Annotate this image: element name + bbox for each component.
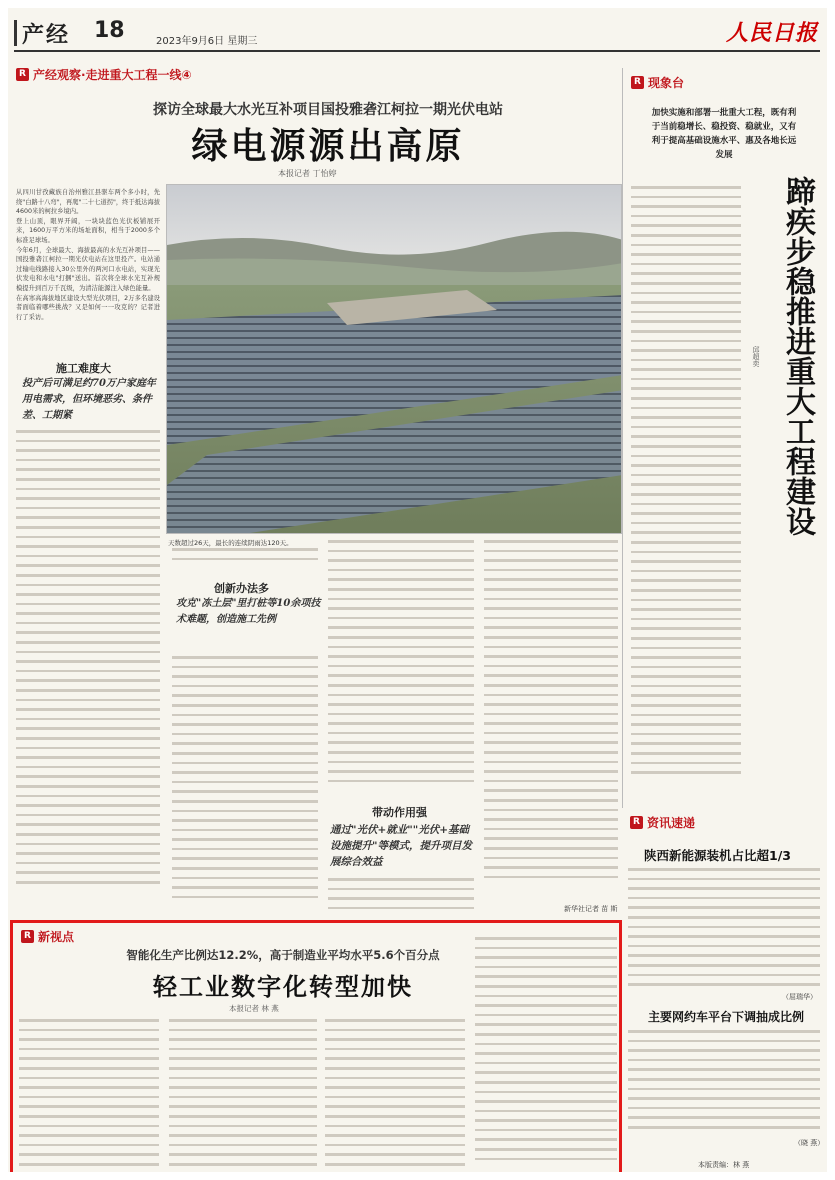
feature-byline: 本报记者 林 燕 (229, 1004, 279, 1013)
lead-paragraph: 从四川甘孜藏族自治州雅江县驱车两个多小时，先绕"白路十八弯"，再爬"二十七道拐"，终于抵达海拔4600米的柯拉乡境内。 (16, 189, 160, 216)
news-item-title: 主要网约车平台下调抽成比例 (648, 1010, 805, 1024)
solar-farm-photo (166, 184, 622, 534)
series-tag (16, 66, 192, 83)
text-column (484, 540, 618, 900)
text-column (16, 430, 160, 914)
text-column (325, 1019, 465, 1171)
lead-byline: 本报记者 丁怡婷 (278, 169, 337, 178)
feature-tag (21, 928, 74, 945)
text-column (19, 1019, 159, 1171)
page-editor: 本版责编：林 燕 (698, 1161, 750, 1169)
text-column (169, 1019, 317, 1171)
linkage-deck: 通过"光伏+就业""光伏+基础设施提升"等模式，提升项目发展综合效益 (330, 824, 472, 868)
news-item-title: 陕西新能源装机占比超1/3 (644, 848, 791, 863)
innovation-deck: 攻克"冻土层"里打桩等10余项技术难题，创造施工先例 (176, 598, 321, 625)
news-tag (630, 814, 695, 831)
lead-paragraph: 今年6月，全球最大、海拔最高的水光互补项目——国投雅砻江柯拉一期光伏电站在这里投产。电站通过输电线路接入30公里外的两河口水电站，实现光伏发电和水电"打捆"送出。首次将全球水光互补规模提升到百万千瓦级，为清洁能源注入绿色能量。 (16, 246, 160, 292)
text-column (172, 656, 318, 918)
r-badge-icon: R (630, 816, 643, 829)
page-number: 18 (94, 18, 125, 43)
lead-intro-text (16, 188, 160, 350)
lead-paragraph: 登上山顶，眼界开阔，一块块蓝色光伏板铺展开来，1600万平方米的场址面积，相当于2000多个标准足球场。 (16, 217, 160, 244)
observation-author: 邱超奕 (752, 346, 760, 367)
innovation-heading: 创新办法多 (214, 582, 269, 595)
section-name: 产经 (22, 22, 71, 48)
lead-kicker: 探访全球最大水光互补项目国投雅砻江柯拉一期光伏电站 (153, 102, 503, 118)
feature-kicker: 智能化生产比例达12.2%，高于制造业平均水平5.6个百分点 (126, 948, 440, 962)
newspaper-page (8, 8, 827, 1172)
news-item-signature: （晓 燕） (794, 1139, 825, 1147)
text-column (628, 1030, 820, 1138)
text-column (475, 937, 617, 1171)
observation-column (622, 68, 822, 808)
newspaper-logo: 人民日报 (725, 20, 818, 46)
observation-title: 蹄疾步稳推进重大工程建设 (780, 176, 815, 536)
r-badge-icon: R (16, 68, 29, 81)
series-label: 产经观察·走进重大工程一线④ (33, 68, 192, 82)
masthead (14, 16, 820, 52)
feature-title: 轻工业数字化转型加快 (153, 973, 413, 1001)
text-column (628, 868, 820, 992)
masthead-bar (14, 20, 17, 46)
r-badge-icon: R (631, 76, 644, 89)
text-column (328, 540, 474, 798)
reporter-note: 新华社记者 苗 斯 (564, 905, 618, 913)
feature-tag-label: 新视点 (38, 930, 75, 944)
observation-tag (631, 74, 684, 91)
news-item-signature: （屈瑞华） (782, 993, 817, 1001)
lead-title: 绿电源源出高原 (191, 126, 465, 167)
photo-illustration (167, 185, 622, 534)
lead-paragraph: 在高寒高海拔地区建设大型光伏项目，2万多名建设者面临着哪些挑战？又是如何一一攻克的？记者进行了采访。 (16, 294, 160, 321)
text-column (172, 548, 318, 576)
issue-date: 2023年9月6日 星期三 (156, 36, 258, 47)
news-tag-label: 资讯速递 (647, 816, 696, 830)
text-column (631, 186, 741, 806)
text-column (328, 878, 474, 916)
r-badge-icon: R (21, 930, 34, 943)
observation-tag-label: 现象台 (648, 76, 685, 90)
observation-deck: 加快实施和部署一批重大工程，既有利于当前稳增长、稳投资、稳就业，又有利于提高基础设施水平、惠及各地长远发展 (651, 108, 797, 160)
difficulty-heading: 施工难度大 (56, 362, 111, 375)
linkage-heading: 带动作用强 (372, 806, 427, 819)
photo-caption: 天数超过26天，最长的连续阴雨达120天。 (168, 539, 293, 547)
difficulty-deck: 投产后可满足约70万户家庭年用电需求，但环境恶劣、条件差、工期紧 (22, 378, 156, 421)
highlighted-article (10, 920, 622, 1172)
